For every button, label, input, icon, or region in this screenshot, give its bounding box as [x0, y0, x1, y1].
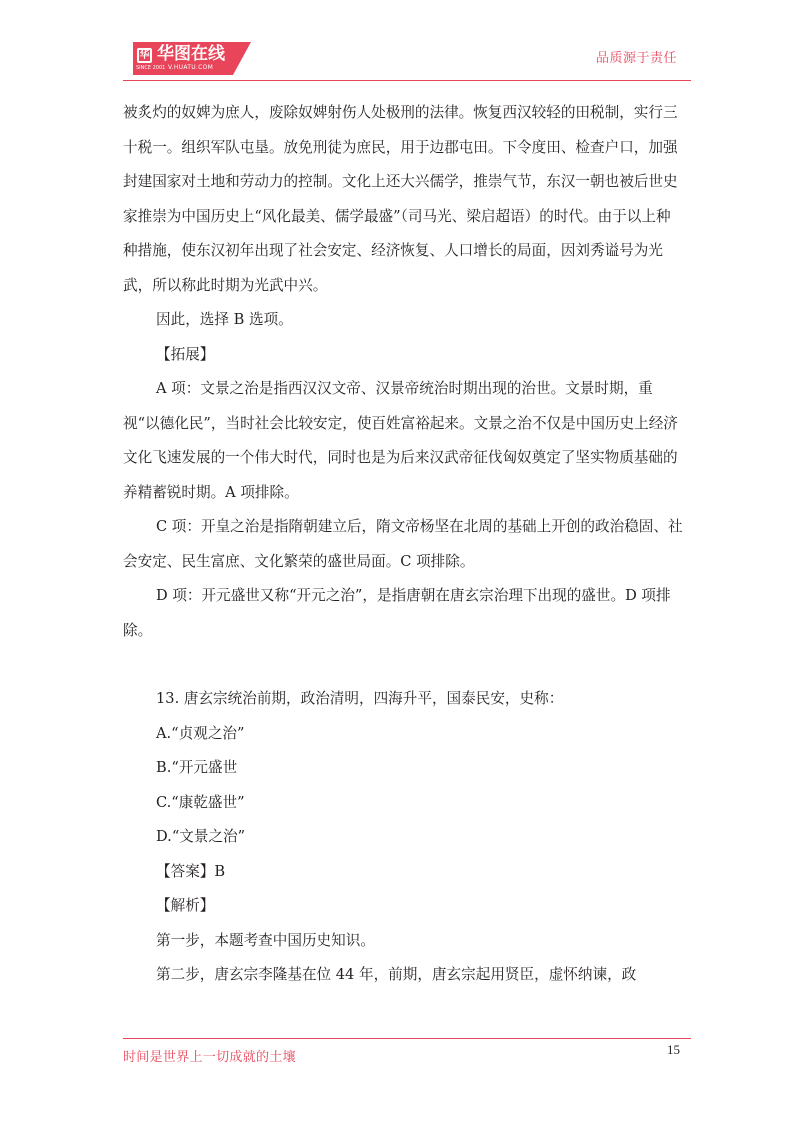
analysis-step-2: 第二步，唐玄宗李隆基在位 44 年，前期，唐玄宗起用贤臣，虚怀纳谏，政	[156, 966, 637, 983]
page-number: 15	[667, 1042, 680, 1057]
analysis-heading: 【解析】	[156, 897, 215, 914]
paragraph-option-a: A 项：文景之治是指西汉汉文帝、汉景帝统治时期出现的治世。文景时期，重视“以德化民”，当时社会比较安定，使百姓富裕起来。文景之治不仅是中国历史上经济文化飞速发展的一个伟大时代，同时也是为后来汉武帝征伐匈奴奠定了坚实物质基础的养精蓄锐时期。A 项排除。	[123, 380, 678, 501]
logo-background	[133, 42, 233, 75]
page-header	[0, 0, 800, 86]
header-slogan: 品质源于责任	[595, 51, 677, 66]
logo-mark-icon: 华	[137, 48, 152, 63]
paragraph-option-d: D 项：开元盛世又称“开元之治”，是指唐朝在唐玄宗治理下出现的盛世。D 项排除。	[123, 587, 671, 639]
question-option: B.“开元盛世	[156, 759, 238, 776]
question-option: C.“康乾盛世”	[156, 793, 245, 811]
header-divider	[123, 80, 691, 81]
answer-line: 【答案】B	[156, 862, 226, 880]
huatu-logo	[133, 42, 251, 75]
logo-since: SINCE 2001	[136, 65, 166, 71]
footer-motto: 时间是世界上一切成就的土壤	[123, 1050, 296, 1065]
logo-brand: 华图在线	[157, 44, 225, 64]
logo-tail	[233, 42, 251, 75]
question-stem: 13. 唐玄宗统治前期，政治清明，四海升平，国泰民安，史称：	[156, 690, 564, 707]
paragraph-conclusion: 因此，选择 B 选项。	[156, 311, 293, 328]
analysis-step-1: 第一步，本题考查中国历史知识。	[156, 931, 375, 949]
question-option: D.“文景之治”	[156, 828, 246, 845]
logo-url: V.HUATU.COM	[168, 64, 214, 71]
footer-divider	[123, 1038, 691, 1039]
paragraph-option-c: C 项：开皇之治是指隋朝建立后，隋文帝杨坚在北周的基础上开创的政治稳固、社会安定、民生富庶、文化繁荣的盛世局面。C 项排除。	[123, 518, 683, 570]
spacer	[123, 648, 683, 682]
paragraph-continued: 被炙灼的奴婢为庶人，废除奴婢射伤人处极刑的法律。恢复西汉较轻的田税制，实行三十税一。组织军队屯垦。放免刑徒为庶民，用于边郡屯田。下令度田、检查户口，加强封建国家对土地和劳动力的控制。文化上还大兴儒学，推崇气节，东汉一朝也被后世史家推崇为中国历史上“风化最美、儒学最盛”（司马光、梁启超语）的时代。由于以上种种措施，使东汉初年出现了社会安定、经济恢复、人口增长的局面，因刘秀谥号为光武，所以称此时期为光武中兴。	[123, 104, 678, 294]
section-heading-extension: 【拓展】	[156, 345, 215, 363]
page-content	[123, 96, 683, 993]
question-option: A.“贞观之治”	[156, 724, 245, 742]
